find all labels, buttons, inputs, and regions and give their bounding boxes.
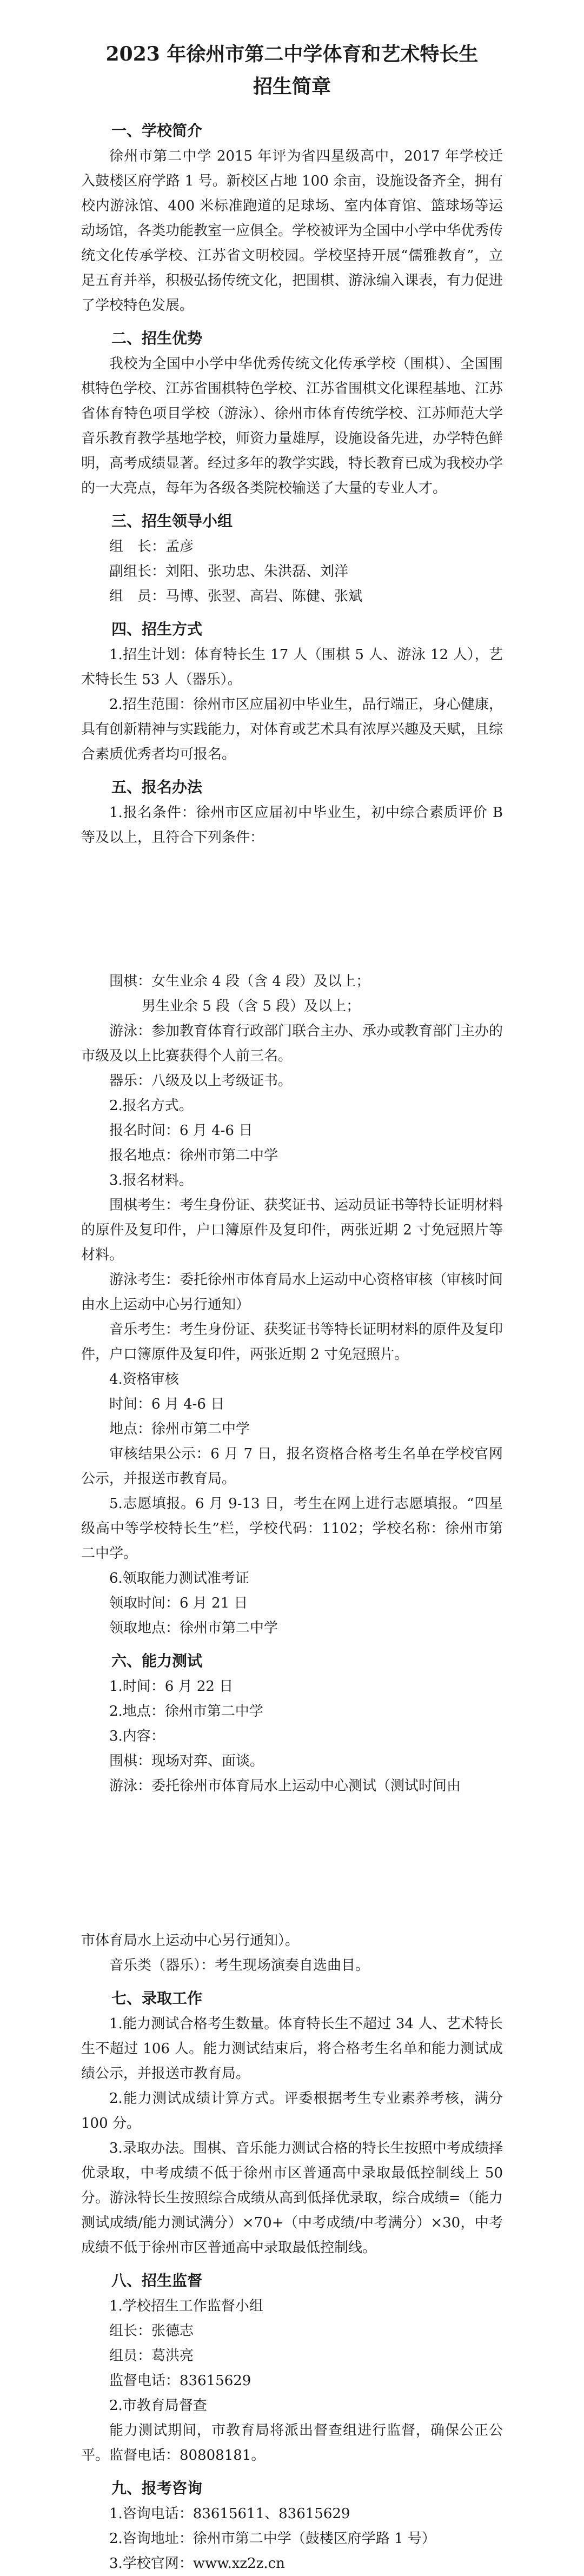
registration-place: 报名地点：徐州市第二中学: [109, 1147, 278, 1164]
supervision-group: 1.学校招生工作监督小组: [109, 2298, 263, 2314]
application-filling: 5.志愿填报。6 月 9-13 日，考生在网上进行志愿填报。“四星级高中等学校特长生”栏，学校代码：1102；学校名称：徐州市第二中学。: [81, 1496, 503, 1562]
registration-materials-heading: 3.报名材料。: [109, 1172, 193, 1189]
section-heading-school-intro: 一、学校简介: [111, 122, 203, 140]
test-swim: 游泳：委托徐州市体育局水上运动中心测试（测试时间由: [109, 1778, 461, 1794]
ticket-time: 领取时间：6 月 21 日: [109, 1595, 248, 1611]
section-heading-registration: 五、报名办法: [111, 778, 203, 796]
qualification-review-heading: 4.资格审核: [109, 1371, 179, 1387]
section-heading-ability-test: 六、能力测试: [111, 1652, 203, 1670]
admission-quota: 1.能力测试合格考生数量。体育特长生不超过 34 人、艺术特长生不超过 106 人。能力测试结束后，将合格考生名单和能力测试成绩公示，并报送市教育局。: [81, 2016, 503, 2082]
blank-space: [81, 850, 503, 969]
consult-address: 2.咨询地址：徐州市第二中学（鼓楼区府学路 1 号）: [109, 2531, 436, 2547]
test-time: 1.时间：6 月 22 日: [109, 1678, 234, 1695]
section-heading-advantages: 二、招生优势: [111, 329, 203, 347]
school-website: 3.学校官网：www.xz2z.cn: [109, 2555, 285, 2572]
title-line-2: 招生简章: [253, 75, 331, 98]
admission-method: 3.录取办法。围棋、音乐能力测试合格的特长生按照中考成绩择优录取，中考成绩不低于徐州市区普通高中录取最低控制线上 50 分。游泳特长生按照综合成绩从高到低择优录取，综合成绩=（能力测试成绩/能力测试满分）×70+（中考成绩/中考满分）×30，中考成绩不低于徐州市区普通高中录取最低控制线。: [81, 2140, 508, 2256]
test-music: 音乐类（器乐）：考生现场演奏自选曲目。: [109, 1957, 370, 1974]
admission-scoring: 2.能力测试成绩计算方式。评委根据考生专业素养考核，满分 100 分。: [81, 2090, 508, 2132]
weiqi-condition-male: 男生业余 5 段（含 5 段）及以上；: [142, 998, 361, 1014]
leadership-leader: 组 长：孟彦: [109, 539, 194, 555]
school-intro-paragraph: 徐州市第二中学 2015 年评为省四星级高中，2017 年学校迁入鼓楼区府学路 1 号。新校区占地 100 余亩，设施设备齐全，拥有校内游泳馆、400 米标准跑道的足球场、室内体育馆、篮球场等运动场馆，各类功能教室一应俱全。学校被评为全国中小学中华优秀传统文化传承学校、江苏省文明校园。学校坚持开展“儒雅教育”，立足五育并举，积极弘扬传统文化，把围棋、游泳编入课表，有力促进了学校特色发展。: [81, 148, 503, 314]
test-place: 2.地点：徐州市第二中学: [109, 1703, 263, 1719]
ticket-place: 领取地点：徐州市第二中学: [109, 1620, 278, 1636]
review-place: 地点：徐州市第二中学: [109, 1421, 250, 1437]
weiqi-condition-female: 围棋：女生业余 4 段（含 4 段）及以上；: [109, 973, 370, 990]
leadership-members: 组 员：马博、张翌、高岩、陈健、张斌: [109, 588, 363, 605]
registration-time: 报名时间：6 月 4-6 日: [109, 1123, 253, 1139]
review-time: 时间：6 月 4-6 日: [109, 1396, 225, 1412]
bureau-supervision: 2.市教育局督查: [109, 2398, 207, 2414]
materials-weiqi: 围棋考生：考生身份证、获奖证书、运动员证书等特长证明材料的原件及复印件，户口簿原件及复印件，两张近期 2 寸免冠照片等材料。: [81, 1197, 503, 1263]
admission-ticket-heading: 6.领取能力测试准考证: [109, 1570, 249, 1586]
enrollment-plan: 1.招生计划：体育特长生 17 人（围棋 5 人、游泳 12 人），艺术特长生 53 人（器乐）。: [81, 647, 503, 688]
section-heading-admission: 七、录取工作: [111, 1989, 203, 2007]
section-heading-enrollment-method: 四、招生方式: [111, 620, 203, 638]
materials-music: 音乐考生：考生身份证、获奖证书等特长证明材料的原件及复印件，户口簿原件及复印件，两张近期 2 寸免冠照片。: [81, 1322, 503, 1363]
doc-title: [81, 38, 503, 103]
registration-method-heading: 2.报名方式。: [109, 1098, 193, 1114]
supervision-leader: 组长：张德志: [109, 2323, 194, 2339]
enrollment-scope: 2.招生范围：徐州市区应届初中毕业生，品行端正，身心健康，具有创新精神与实践能力，对体育或艺术具有浓厚兴趣及天赋，且综合素质优秀者均可报名。: [81, 696, 503, 762]
advantages-paragraph: 我校为全国中小学中华优秀传统文化传承学校（围棋）、全国围棋特色学校、江苏省围棋特色学校、江苏省围棋文化课程基地、江苏省体育特色项目学校（游泳）、徐州市体育传统学校、江苏师范大学音乐教育教学基地学校，师资力量雄厚，设施设备先进，办学特色鲜明，高考成绩显著。经过多年的教学实践，特长教育已成为我校办学的一大亮点，每年为各级各类院校输送了大量的专业人才。: [81, 356, 503, 496]
section-heading-consultation: 九、报考咨询: [111, 2479, 203, 2497]
title-line-1: 2023 年徐州市第二中学体育和艺术特长生: [105, 43, 479, 65]
supervision-phone: 监督电话：83615629: [109, 2373, 251, 2389]
review-result: 审核结果公示：6 月 7 日，报名资格合格考生名单在学校官网公示，并报送市教育局。: [81, 1446, 503, 1487]
music-condition: 器乐：八级及以上考级证书。: [109, 1073, 293, 1089]
registration-conditions: 1.报名条件：徐州市区应届初中毕业生，初中综合素质评价 B 等及以上，且符合下列条件：: [81, 805, 508, 846]
test-content-heading: 3.内容：: [109, 1728, 165, 1744]
blank-space-2: [81, 1798, 503, 1928]
materials-swim: 游泳考生：委托徐州市体育局水上运动中心资格审核（审核时间由水上运动中心另行通知）: [81, 1272, 503, 1313]
test-swim-continued: 市体育局水上运动中心另行通知）。: [81, 1933, 300, 1949]
swim-condition: 游泳：参加教育体育行政部门联合主办、承办或教育部门主办的市级及以上比赛获得个人前三名。: [81, 1023, 503, 1064]
consult-phone: 1.咨询电话：83615611、83615629: [109, 2506, 350, 2522]
section-heading-leadership: 三、招生领导小组: [111, 512, 233, 530]
leadership-deputy: 副组长：刘阳、张功忠、朱洪磊、刘洋: [109, 563, 349, 580]
supervision-member: 组员：葛洪亮: [109, 2348, 194, 2364]
section-heading-supervision: 八、招生监督: [111, 2272, 203, 2289]
test-weiqi: 围棋：现场对弈、面谈。: [109, 1753, 264, 1769]
bureau-supervision-detail: 能力测试期间，市教育局将派出督查组进行监督，确保公正公平。监督电话：80808181。: [81, 2422, 503, 2464]
